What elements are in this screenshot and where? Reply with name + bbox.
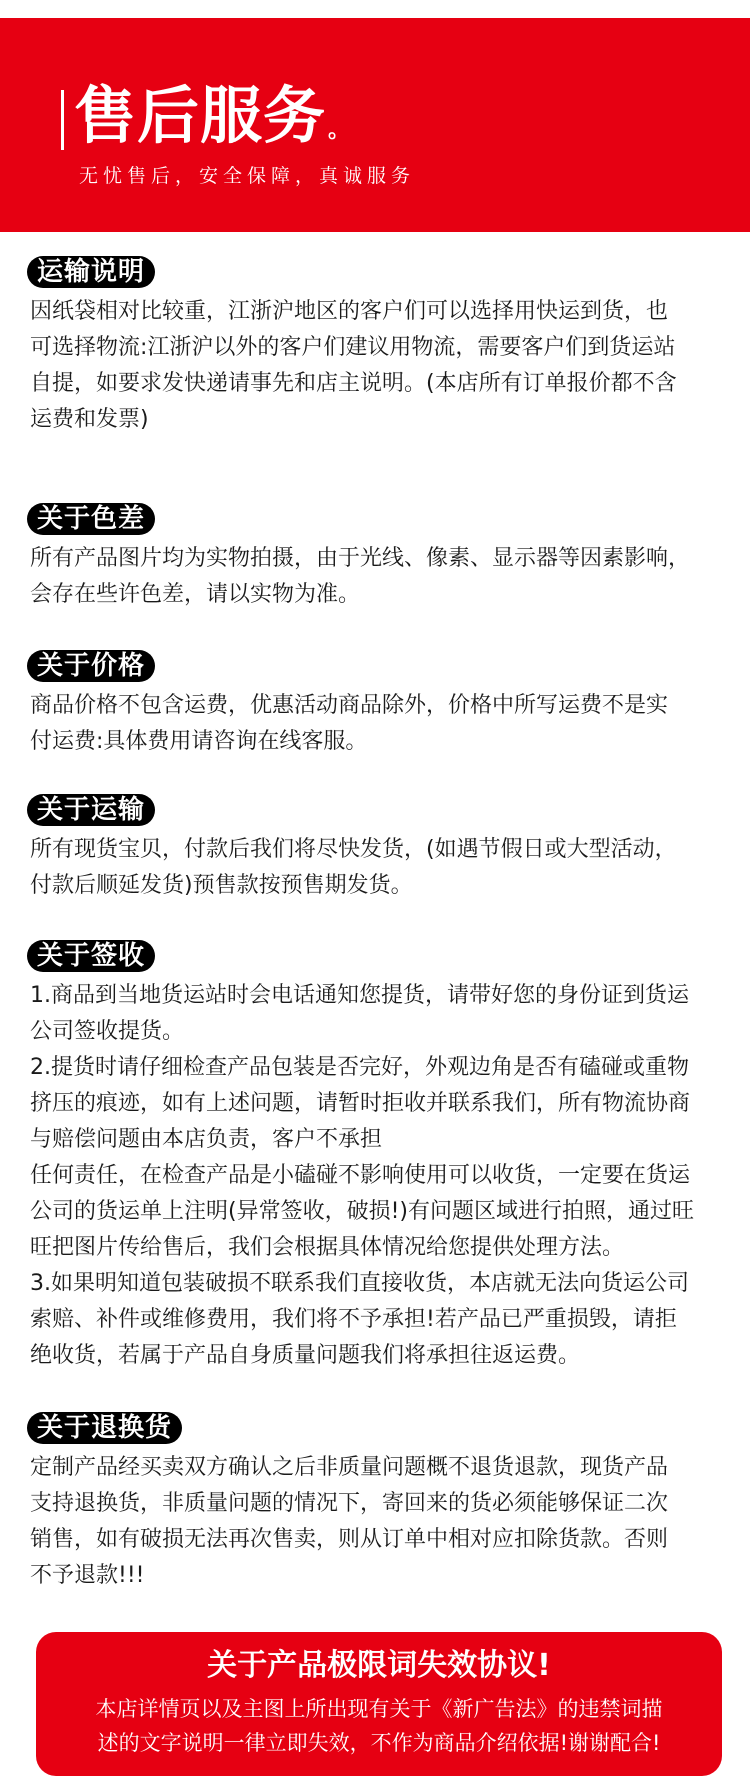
title-dot: 。 <box>328 118 352 143</box>
top-strip <box>0 0 750 18</box>
section-text: 因纸袋相对比较重，江浙沪地区的客户们可以选择用快运到货，也 可选择物流:江浙沪以外的客户们建议用物流，需要客户们到货运站 自提，如要求发快递请事先和店主说明。(本店所有订单报价都不含 运费和发票) <box>30 299 677 432</box>
section-price <box>30 650 730 760</box>
notice-title: 关于产品极限词失效协议! <box>207 1648 551 1683</box>
section-title: 关于色差 <box>27 503 155 535</box>
section-shipping-info <box>30 256 730 438</box>
section-text: 1.商品到当地货运站时会电话通知您提货，请带好您的身份证到货运 公司签收提货。 2.提货时请仔细检查产品包装是否完好，外观边角是否有磕碰或重物 挤压的痕迹，如有上述问题，请暂时拒收并联系我们，所有物流协商 与赔偿问题由本店负责，客户不承担 任何责任，在检查产品是小磕碰不影响使用可以收货，一定要在货运 公司的货运单上注明(异常签收，破损!)有问题区域进行拍照，通过旺 旺把图片传给售后，我们会根据具体情况给您提供处理方法。 3.如果明知道包装破损不联系我们直接收货，本店就无法向货运公司 索赔、补件或维修费用，我们将不予承担!若产品已严重损毁，请拒 绝收货，若属于产品自身质量问题我们将承担往返运费。 <box>30 983 694 1368</box>
section-title: 关于退换货 <box>27 1412 182 1444</box>
section-text: 商品价格不包含运费，优惠活动商品除外，价格中所写运费不是实 付运费:具体费用请咨询在线客服。 <box>30 693 669 754</box>
page-subtitle: 无忧售后，安全保障，真诚服务 <box>79 165 416 187</box>
section-title: 运输说明 <box>27 256 155 288</box>
section-text: 定制产品经买卖双方确认之后非质量问题概不退货退款，现货产品 支持退换货，非质量问题的情况下，寄回来的货必须能够保证二次 销售，如有破损无法再次售卖，则从订单中相对应扣除货款。否则 不予退款!!! <box>30 1455 669 1588</box>
section-returns <box>30 1412 730 1594</box>
section-text: 所有现货宝贝，付款后我们将尽快发货，(如遇节假日或大型活动， 付款后顺延发货)预售款按预售期发货。 <box>30 837 677 898</box>
section-color-difference <box>30 503 730 613</box>
disclaimer-notice <box>36 1632 722 1776</box>
section-title: 关于价格 <box>27 650 155 682</box>
section-sign-for <box>30 940 730 1374</box>
section-delivery <box>30 794 730 904</box>
header-banner <box>0 18 750 232</box>
notice-text: 本店详情页以及主图上所出现有关于《新广告法》的违禁词描 述的文字说明一律立即失效，不作为商品介绍依据!谢谢配合! <box>95 1697 663 1755</box>
header-accent-bar <box>61 90 64 150</box>
section-title: 关于签收 <box>27 940 155 972</box>
section-title: 关于运输 <box>27 794 155 826</box>
section-text: 所有产品图片均为实物拍摄，由于光线、像素、显示器等因素影响， 会存在些许色差，请以实物为准。 <box>30 546 691 607</box>
page-title: 售后服务。 <box>74 79 352 152</box>
